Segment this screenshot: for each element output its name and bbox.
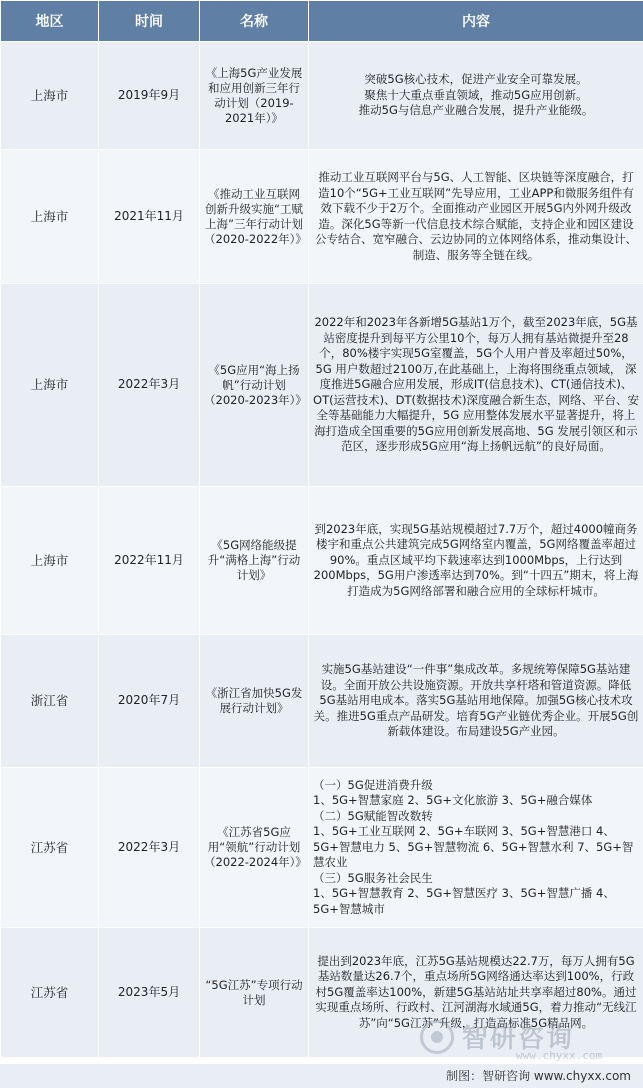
table-row xyxy=(1,284,643,487)
logo-icon xyxy=(420,1020,454,1054)
cell-region: 上海市 xyxy=(1,150,99,284)
header-content: 内容 xyxy=(309,1,643,42)
cell-content: 实施5G基站建设“一件事”集成改革。多规统筹保障5G基站建设。全面开放公共设施资源。开放共享杆塔和管道资源。降低5G基站用电成本。落实5G基站用地保障。加强5G核心技术攻关。推进5G重点产品研发。培育5G产业链优秀企业。开展5G创新载体建设。布局建设5G产业园。 xyxy=(309,635,643,768)
cell-name: 《5G网络能级提升“满格上海”行动计划》 xyxy=(200,487,309,635)
cell-name: 《上海5G产业发展和应用创新三年行动计划（2019-2021年）》 xyxy=(200,42,309,150)
table-row xyxy=(1,635,643,768)
cell-name: 《5G应用“海上扬帆”行动计划（2020-2023年）》 xyxy=(200,284,309,487)
cell-date: 2023年5月 xyxy=(99,928,200,1058)
cell-date: 2022年11月 xyxy=(99,487,200,635)
cell-region: 上海市 xyxy=(1,284,99,487)
cell-region: 江苏省 xyxy=(1,928,99,1058)
table-row xyxy=(1,768,643,928)
cell-content: 推动工业互联网平台与5G、人工智能、区块链等深度融合，打造10个“5G+工业互联网”先导应用，工业APP和微服务组件有效下载不少于2万个。全面推动产业园区开展5G内外网升级改造。深化5G等新一代信息技术综合赋能，支持企业和园区建设公专结合、宽窄融合、云边协同的立体网络体系，推动集设计、制造、服务等全链在线。 xyxy=(309,150,643,284)
watermark-url: www.chyxx.com xyxy=(516,1049,603,1062)
cell-region: 浙江省 xyxy=(1,635,99,768)
cell-region: 上海市 xyxy=(1,487,99,635)
cell-name: 《浙江省加快5G发展行动计划》 xyxy=(200,635,309,768)
table-row xyxy=(1,487,643,635)
cell-date: 2022年3月 xyxy=(99,284,200,487)
cell-region: 上海市 xyxy=(1,42,99,150)
cell-region: 江苏省 xyxy=(1,768,99,928)
cell-date: 2021年11月 xyxy=(99,150,200,284)
table-row xyxy=(1,42,643,150)
header-date: 时间 xyxy=(99,1,200,42)
source-credit: 制图：智研咨询 www.chyxx.com xyxy=(446,1069,631,1083)
cell-content: 到2023年底，实现5G基站规模超过7.7万个，超过4000幢商务楼宇和重点公共建筑完成5G网络室内覆盖，5G网络覆盖率超过90%。重点区域平均下载速率达到1000Mbps，上行达到200Mbps，5G用户渗透率达到70%。到“十四五”期末，将上海打造成为5G网络部署和融合应用的全球标杆城市。 xyxy=(309,487,643,635)
cell-content: 2022年和2023年各新增5G基站1万个，截至2023年底，5G基站密度提升到每平方公里10个，每万人拥有基站微提升至28个，80%楼宇实现5G室覆盖，5G个人用户普及率超过50%，5G 用户数超过2100万,在此基础上，上海将围绕重点领域， 深度推进5G融合应用发展，形成IT(信息技术)、CT(通信技术)、OT(运营技术)、DT(数据技术)深度融合新生态，网络、平台、安全等基础能力大幅提升，5G 应用整体发展水平显著提升，将上海打造成全国重要的5G应用创新发展高地、5G 发展引领区和示范区，逐步形成5G应用“海上扬帆远航”的良好局面。 xyxy=(309,284,643,487)
cell-date: 2020年7月 xyxy=(99,635,200,768)
watermark-name: 智研咨询 xyxy=(462,1024,575,1054)
footer-bar xyxy=(0,1064,643,1088)
header-region: 地区 xyxy=(1,1,99,42)
cell-name: “5G江苏”专项行动计划 xyxy=(200,928,309,1058)
cell-content: 提出到2023年底，江苏5G基站规模达22.7万，每万人拥有5G基站数量达26.7个，重点场所5G网络通达率达到100%，行政村5G覆盖率达100%，新建5G基站站址共享率超过80%。通过实现重点场所、行政村、江河湖海水域通5G，着力推动“无线江苏”向“5G江苏”升级，打造高标准5G精品网。 xyxy=(309,928,643,1058)
cell-date: 2022年3月 xyxy=(99,768,200,928)
header-name: 名称 xyxy=(200,1,309,42)
cell-content: （一）5G促进消费升级 1、5G+智慧家庭 2、5G+文化旅游 3、5G+融合媒体 （二）5G赋能智改数转 1、5G+工业互联网 2、5G+车联网 3、5G+智慧港口 4、5G+智慧电力 5、5G+智慧物流 6、5G+智慧水利 7、5G+智慧农业 （三）5G服务社会民生 1、5G+智慧教育 2、5G+智慧医疗 3、5G+智慧广播 4、5G+智慧城市 xyxy=(309,768,643,928)
table-header-row xyxy=(1,1,643,42)
cell-name: 《推动工业互联网创新升级实施“工赋上海”三年行动计划（2020-2022年）》 xyxy=(200,150,309,284)
watermark-logo xyxy=(420,1018,635,1062)
table-row xyxy=(1,150,643,284)
cell-name: 《江苏省5G应用“领航”行动计划（2022-2024年）》 xyxy=(200,768,309,928)
cell-content: 突破5G核心技术，促进产业安全可靠发展。 聚焦十大重点垂直领域，推动5G应用创新。 推动5G与信息产业融合发展，提升产业能级。 xyxy=(309,42,643,150)
cell-date: 2019年9月 xyxy=(99,42,200,150)
